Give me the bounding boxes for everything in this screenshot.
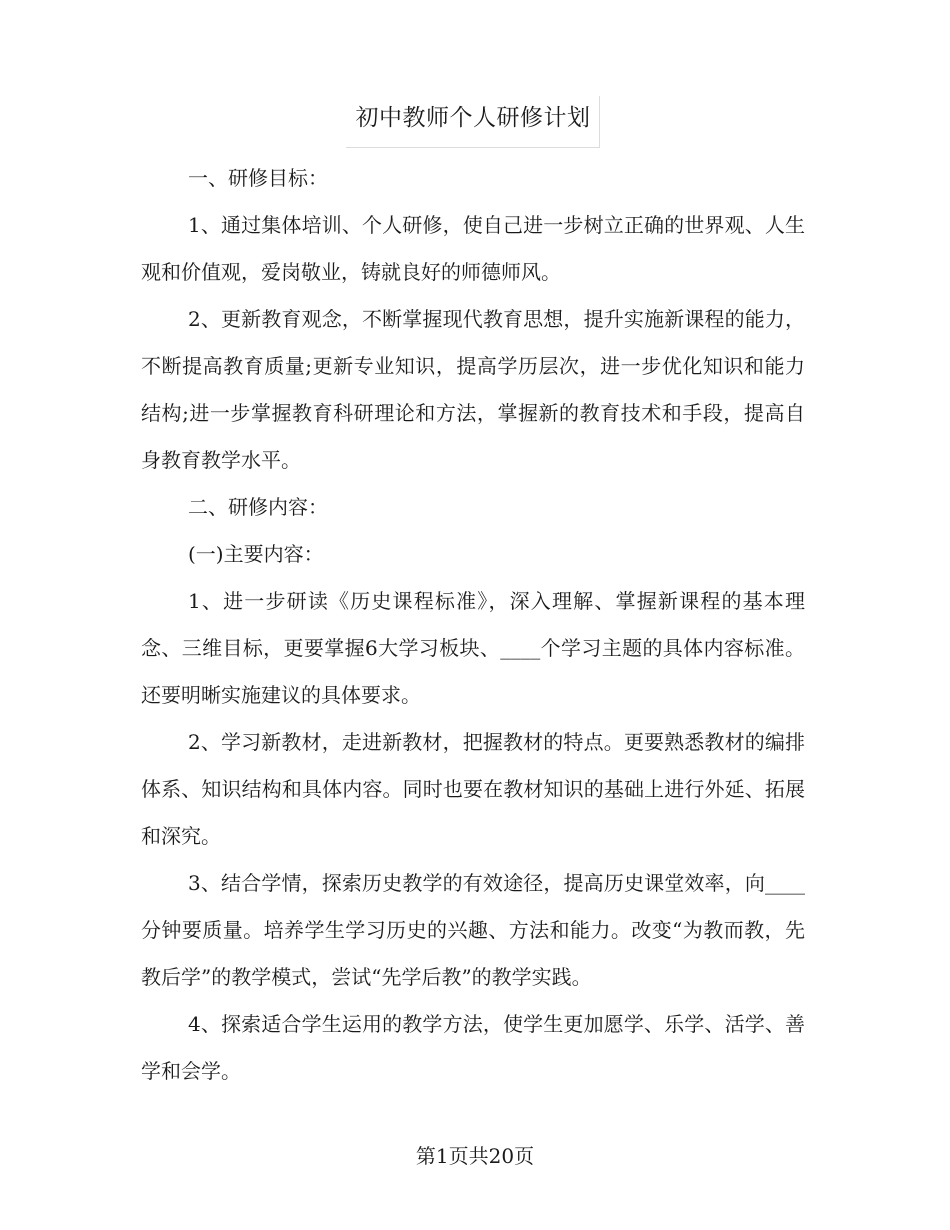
subsection-heading-main-content: (一)主要内容：	[188, 542, 324, 566]
paragraph-goal-1: 1、通过集体培训、个人研修，使自己进一步树立正确的世界观、人生观和价值观，爱岗敬业，铸就良好的师德师风。	[141, 213, 805, 284]
paragraph-content-4: 4、探索适合学生运用的教学方法，使学生更加愿学、乐学、活学、善学和会学。	[141, 1012, 805, 1083]
page-number-footer: 第1页共20页	[415, 1144, 535, 1168]
section-heading-goals: 一、研修目标：	[188, 166, 328, 190]
title-box	[346, 96, 600, 148]
paragraph-goal-2: 2、更新教育观念，不断掌握现代教育思想，提升实施新课程的能力，不断提高教育质量;更新专业知识，提高学历层次，进一步优化知识和能力结构;进一步掌握教育科研理论和方法，掌握新的教育技术和手段，提高自身教育教学水平。	[141, 307, 805, 472]
paragraph-content-3: 3、结合学情，探索历史教学的有效途径，提高历史课堂效率，向____分钟要质量。培养学生学习历史的兴趣、方法和能力。改变“为教而教，先教后学”的教学模式，尝试“先学后教”的教学实践。	[141, 871, 805, 989]
document-body	[141, 155, 805, 1095]
paragraph-content-2: 2、学习新教材，走进新教材，把握教材的特点。更要熟悉教材的编排体系、知识结构和具体内容。同时也要在教材知识的基础上进行外延、拓展和深究。	[141, 730, 805, 848]
section-heading-content: 二、研修内容：	[188, 495, 328, 519]
paragraph-content-1: 1、进一步研读《历史课程标准》，深入理解、掌握新课程的基本理念、三维目标，更要掌握6大学习板块、____个学习主题的具体内容标准。还要明晰实施建议的具体要求。	[141, 589, 805, 707]
page-title: 初中教师个人研修计划	[355, 105, 591, 131]
